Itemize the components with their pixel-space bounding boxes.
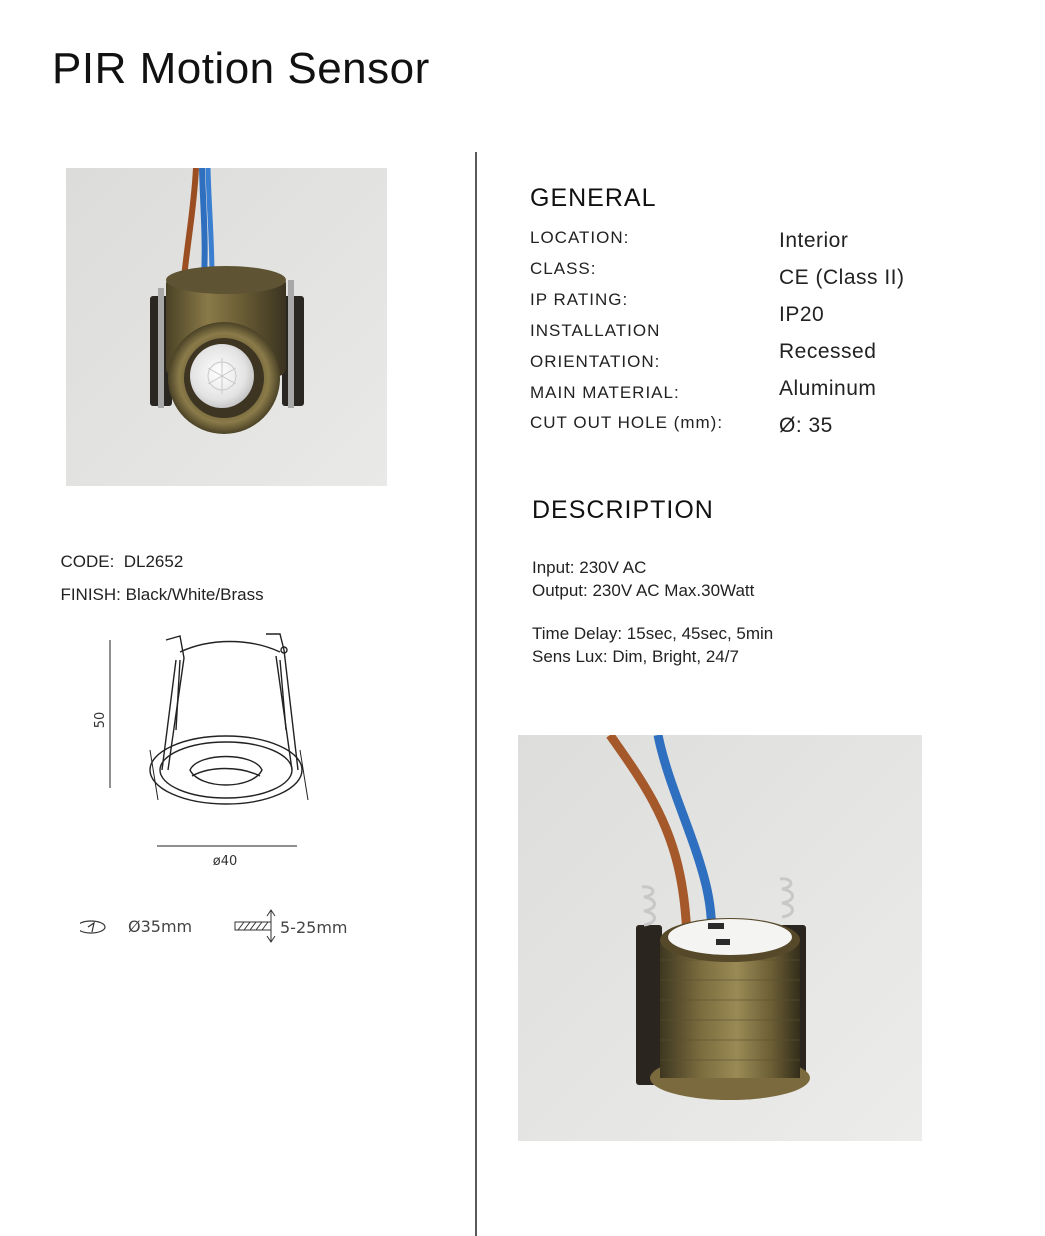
column-divider: [475, 152, 477, 1236]
finish-value: Black/White/Brass: [125, 585, 264, 604]
description-line: Output: 230V AC Max.30Watt: [532, 581, 755, 600]
cutout-size: Ø35mm: [128, 917, 193, 936]
code-label: CODE:: [60, 552, 115, 571]
description-line: Time Delay: 15sec, 45sec, 5min: [532, 624, 774, 643]
height-dimension: 50: [93, 711, 108, 729]
spec-value-class: CE (Class II): [779, 266, 905, 289]
ceiling-thickness-icon: [235, 910, 275, 942]
technical-drawing: [80, 620, 400, 950]
description-line: Sens Lux: Dim, Bright, 24/7: [532, 647, 739, 666]
spec-value-main-material: Ø: 35: [779, 414, 833, 437]
spec-label-installation: INSTALLATION: [530, 321, 661, 340]
spec-label-ip-rating: IP RATING:: [530, 290, 629, 309]
spec-label-location: LOCATION:: [530, 228, 630, 247]
page-title: PIR Motion Sensor: [52, 44, 430, 93]
product-finish: [51, 565, 264, 605]
cutout-icon: [80, 921, 105, 933]
spec-value-location: Interior: [779, 229, 849, 252]
code-value: DL2652: [123, 552, 184, 571]
spec-label-main-material: MAIN MATERIAL:: [530, 383, 680, 402]
spec-value-installation: Recessed: [779, 340, 877, 363]
width-dimension: ø40: [212, 854, 238, 869]
spec-label-cut-out-hole: CUT OUT HOLE (mm):: [530, 413, 724, 432]
ceiling-thickness: 5-25mm: [280, 918, 348, 937]
spec-label-orientation: ORIENTATION:: [530, 352, 661, 371]
description-heading: DESCRIPTION: [532, 496, 714, 524]
spec-value-orientation: Aluminum: [779, 377, 877, 400]
description-line: Input: 230V AC: [532, 558, 647, 577]
spec-label-class: CLASS:: [530, 259, 597, 278]
finish-label: FINISH:: [60, 585, 121, 604]
product-photo-front: [66, 168, 387, 486]
general-heading: GENERAL: [530, 184, 657, 212]
spec-value-ip-rating: IP20: [779, 303, 825, 326]
product-photo-angled: [518, 735, 922, 1141]
